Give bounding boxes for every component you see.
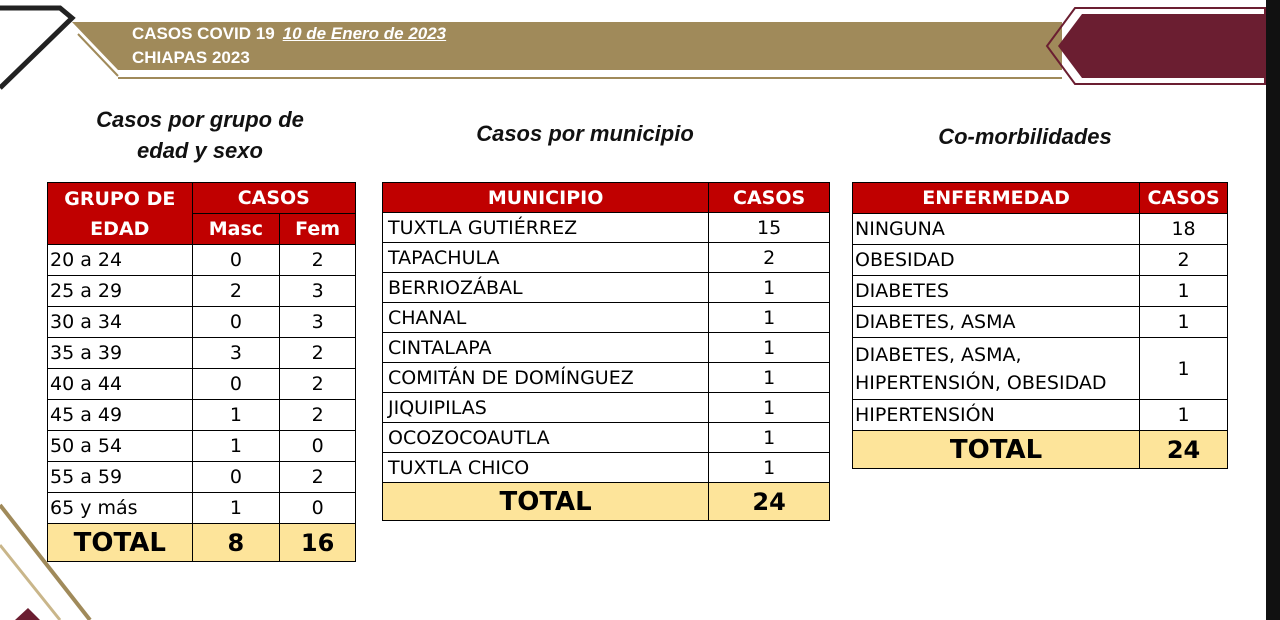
comorbilidad-nombre: OBESIDAD: [853, 245, 1140, 276]
edad-masc: 1: [192, 400, 280, 431]
comorbilidad-casos: 2: [1140, 245, 1228, 276]
header-subtitle: CHIAPAS 2023: [132, 48, 250, 67]
municipio-nombre: BERRIOZÁBAL: [383, 273, 709, 303]
municipio-casos: 1: [709, 393, 830, 423]
edad-grupo: 50 a 54: [48, 431, 193, 462]
municipio-casos: 15: [709, 213, 830, 243]
table-row: [383, 213, 830, 243]
edad-col-fem: Fem: [280, 214, 356, 245]
table-row: [853, 307, 1228, 338]
comorbilidad-nombre-line1: DIABETES, ASMA,: [855, 343, 1022, 366]
edad-fem: 0: [280, 493, 356, 524]
edad-masc: 0: [192, 245, 280, 276]
municipio-casos: 1: [709, 303, 830, 333]
table-row: [383, 243, 830, 273]
edad-fem: 0: [280, 431, 356, 462]
municipio-casos: 1: [709, 333, 830, 363]
comorbilidad-casos: 1: [1140, 307, 1228, 338]
municipio-nombre: TAPACHULA: [383, 243, 709, 273]
edad-fem: 2: [280, 400, 356, 431]
edad-fem: 3: [280, 276, 356, 307]
comorbilidad-casos: 1: [1140, 276, 1228, 307]
edad-table: [47, 182, 356, 562]
edad-total-fem: 16: [280, 524, 356, 562]
comorbilidad-nombre: [853, 338, 1140, 400]
municipio-nombre: OCOZOCOAUTLA: [383, 423, 709, 453]
chevron-decoration: [0, 8, 72, 88]
comorbilidades-col-enfermedad: ENFERMEDAD: [853, 183, 1140, 214]
edad-total-masc: 8: [192, 524, 280, 562]
comorbilidades-total-label: TOTAL: [853, 431, 1140, 469]
comorbilidades-section-title: Co-morbilidades: [938, 124, 1112, 149]
edad-col-group-line1: GRUPO DE: [64, 187, 176, 210]
comorbilidad-casos: 18: [1140, 214, 1228, 245]
comorbilidades-total: 24: [1140, 431, 1228, 469]
edad-fem: 3: [280, 307, 356, 338]
comorbilidades-table: [852, 182, 1228, 469]
header-title: [132, 24, 446, 44]
municipio-nombre: COMITÁN DE DOMÍNGUEZ: [383, 363, 709, 393]
table-row: [853, 214, 1228, 245]
municipio-nombre: TUXTLA GUTIÉRREZ: [383, 213, 709, 243]
municipio-table: [382, 182, 830, 521]
edad-section-title: [60, 104, 340, 166]
edad-grupo: 45 a 49: [48, 400, 193, 431]
comorbilidad-nombre: NINGUNA: [853, 214, 1140, 245]
header-title-text: CASOS COVID 19: [132, 24, 275, 43]
right-edge: [1266, 0, 1280, 620]
table-row: [853, 276, 1228, 307]
comorbilidades-header-row: [853, 183, 1228, 214]
edad-masc: 0: [192, 462, 280, 493]
table-row: [383, 363, 830, 393]
edad-total-row: [48, 524, 356, 562]
edad-title-line1: Casos por grupo de: [96, 107, 304, 132]
table-row: [48, 493, 356, 524]
edad-grupo: 55 a 59: [48, 462, 193, 493]
table-row: [383, 333, 830, 363]
edad-grupo: 35 a 39: [48, 338, 193, 369]
edad-header-row: [48, 183, 356, 214]
edad-masc: 0: [192, 369, 280, 400]
table-row: [383, 423, 830, 453]
edad-masc: 0: [192, 307, 280, 338]
edad-grupo: 30 a 34: [48, 307, 193, 338]
municipio-nombre: CINTALAPA: [383, 333, 709, 363]
ribbon: [1058, 14, 1265, 78]
municipio-casos: 2: [709, 243, 830, 273]
edad-fem: 2: [280, 245, 356, 276]
table-row: [853, 245, 1228, 276]
table-row: [383, 303, 830, 333]
comorbilidad-casos: 1: [1140, 338, 1228, 400]
comorbilidades-total-row: [853, 431, 1228, 469]
edad-grupo: 20 a 24: [48, 245, 193, 276]
corner-decoration: [15, 608, 40, 620]
municipio-col-casos: CASOS: [709, 183, 830, 213]
table-row: [48, 338, 356, 369]
comorbilidad-nombre: HIPERTENSIÓN: [853, 400, 1140, 431]
edad-grupo: 25 a 29: [48, 276, 193, 307]
comorbilidad-nombre: DIABETES: [853, 276, 1140, 307]
table-row: [383, 453, 830, 483]
municipio-nombre: CHANAL: [383, 303, 709, 333]
municipio-total: 24: [709, 483, 830, 521]
table-row: [383, 273, 830, 303]
header-date: 10 de Enero de 2023: [282, 24, 447, 43]
municipio-casos: 1: [709, 273, 830, 303]
table-row: [383, 393, 830, 423]
municipio-nombre: JIQUIPILAS: [383, 393, 709, 423]
table-row: [48, 276, 356, 307]
edad-masc: 3: [192, 338, 280, 369]
municipio-section-title: Casos por municipio: [476, 121, 694, 146]
table-row: [48, 431, 356, 462]
comorbilidad-nombre-line2: HIPERTENSIÓN, OBESIDAD: [855, 371, 1107, 394]
edad-col-masc: Masc: [192, 214, 280, 245]
municipio-header-row: [383, 183, 830, 213]
table-row: [48, 245, 356, 276]
municipio-total-row: [383, 483, 830, 521]
edad-fem: 2: [280, 338, 356, 369]
comorbilidad-casos: 1: [1140, 400, 1228, 431]
edad-col-group: [48, 183, 193, 245]
table-row: [853, 400, 1228, 431]
edad-masc: 2: [192, 276, 280, 307]
comorbilidades-col-casos: CASOS: [1140, 183, 1228, 214]
table-row: [48, 307, 356, 338]
edad-title-line2: edad y sexo: [137, 138, 263, 163]
edad-col-casos: CASOS: [192, 183, 355, 214]
municipio-casos: 1: [709, 453, 830, 483]
edad-grupo: 40 a 44: [48, 369, 193, 400]
edad-total-label: TOTAL: [48, 524, 193, 562]
edad-masc: 1: [192, 493, 280, 524]
edad-col-group-line2: EDAD: [90, 217, 150, 240]
edad-fem: 2: [280, 369, 356, 400]
municipio-nombre: TUXTLA CHICO: [383, 453, 709, 483]
edad-fem: 2: [280, 462, 356, 493]
municipio-col-municipio: MUNICIPIO: [383, 183, 709, 213]
municipio-total-label: TOTAL: [383, 483, 709, 521]
table-row: [48, 400, 356, 431]
municipio-casos: 1: [709, 363, 830, 393]
table-row: [48, 462, 356, 493]
table-row: [48, 369, 356, 400]
edad-masc: 1: [192, 431, 280, 462]
edad-grupo: 65 y más: [48, 493, 193, 524]
comorbilidad-nombre: DIABETES, ASMA: [853, 307, 1140, 338]
table-row: [853, 338, 1228, 400]
municipio-casos: 1: [709, 423, 830, 453]
